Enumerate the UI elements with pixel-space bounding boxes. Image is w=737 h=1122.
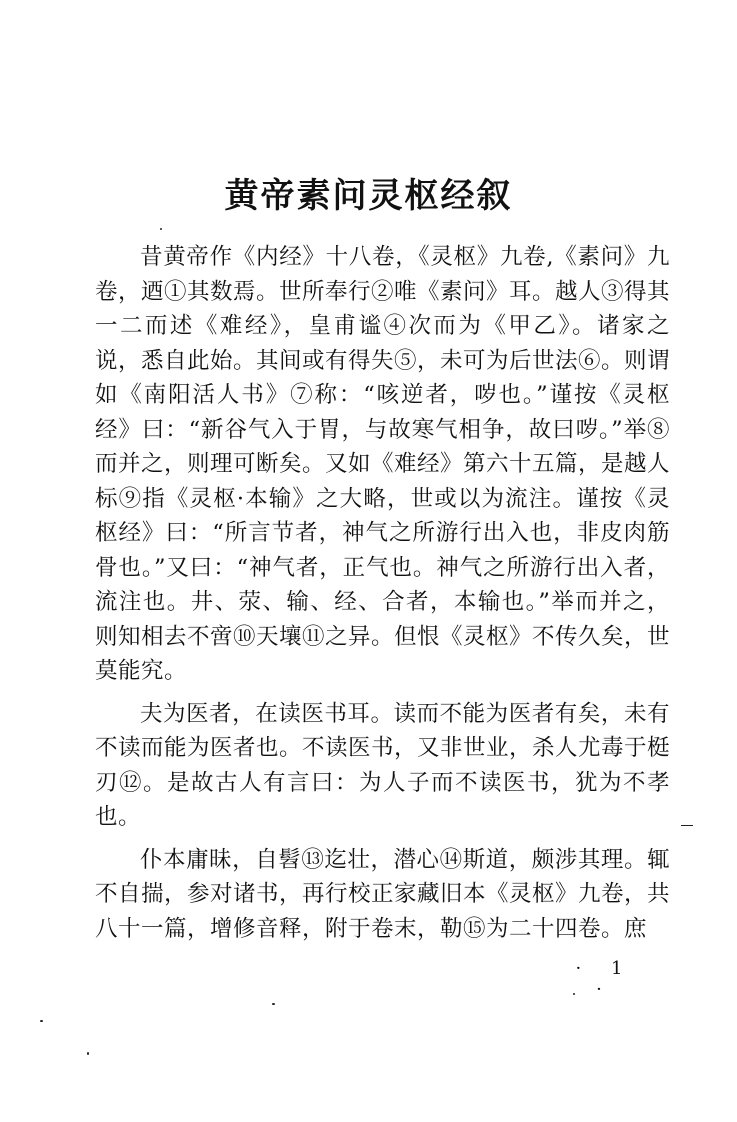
scan-speck bbox=[681, 825, 693, 826]
paragraph-3: 仆本庸昧，自髫⑬迄壮，潜心⑭斯道，颇涉其理。辄不自揣，参对诸书，再行校正家藏旧本《灵枢》九卷，共八十一篇，增修音释，附于卷末，勒⑮为二十四卷。庶 bbox=[95, 846, 671, 942]
scan-speck bbox=[573, 993, 575, 995]
scan-speck bbox=[160, 228, 162, 230]
page-number: · 1 · bbox=[575, 958, 635, 1000]
body-text bbox=[95, 240, 670, 946]
scan-speck bbox=[87, 1052, 89, 1055]
paragraph-2: 夫为医者，在读医书耳。读而不能为医者有矣，未有不读而能为医者也。不读医书，又非世业，杀人尤毒于梃刃⑫。是故古人有言曰：为人子而不读医书，犹为不孝也。 bbox=[95, 700, 671, 830]
scan-speck bbox=[40, 1020, 43, 1022]
paragraph-1: 昔黄帝作《内经》十八卷，《灵枢》九卷,《素问》九卷，迺①其数焉。世所奉行②唯《素问》耳。越人③得其一二而述《难经》，皇甫谧④次而为《甲乙》。诸家之说，悉自此始。其间或有得失⑤，未可为后世法⑥。则谓如《南阳活人书》⑦称：“咳逆者，哕也。”谨按《灵枢经》曰：“新谷气入于胃，与故寒气相争，故曰哕。”举⑧而并之，则理可断矣。又如《难经》第六十五篇，是越人标⑨指《灵枢·本输》之大略，世或以为流注。谨按《灵枢经》曰：“所言节者，神气之所游行出入也，非皮肉筋骨也。”又曰：“神气者，正气也。神气之所游行出入者，流注也。井、荥、输、经、合者，本输也。”举而并之，则知相去不啻⑩天壤⑪之异。但恨《灵枢》不传久矣，世莫能究。 bbox=[95, 244, 671, 684]
scan-speck bbox=[272, 1003, 275, 1005]
page-title: 黄帝素问灵枢经叙 bbox=[224, 176, 513, 216]
